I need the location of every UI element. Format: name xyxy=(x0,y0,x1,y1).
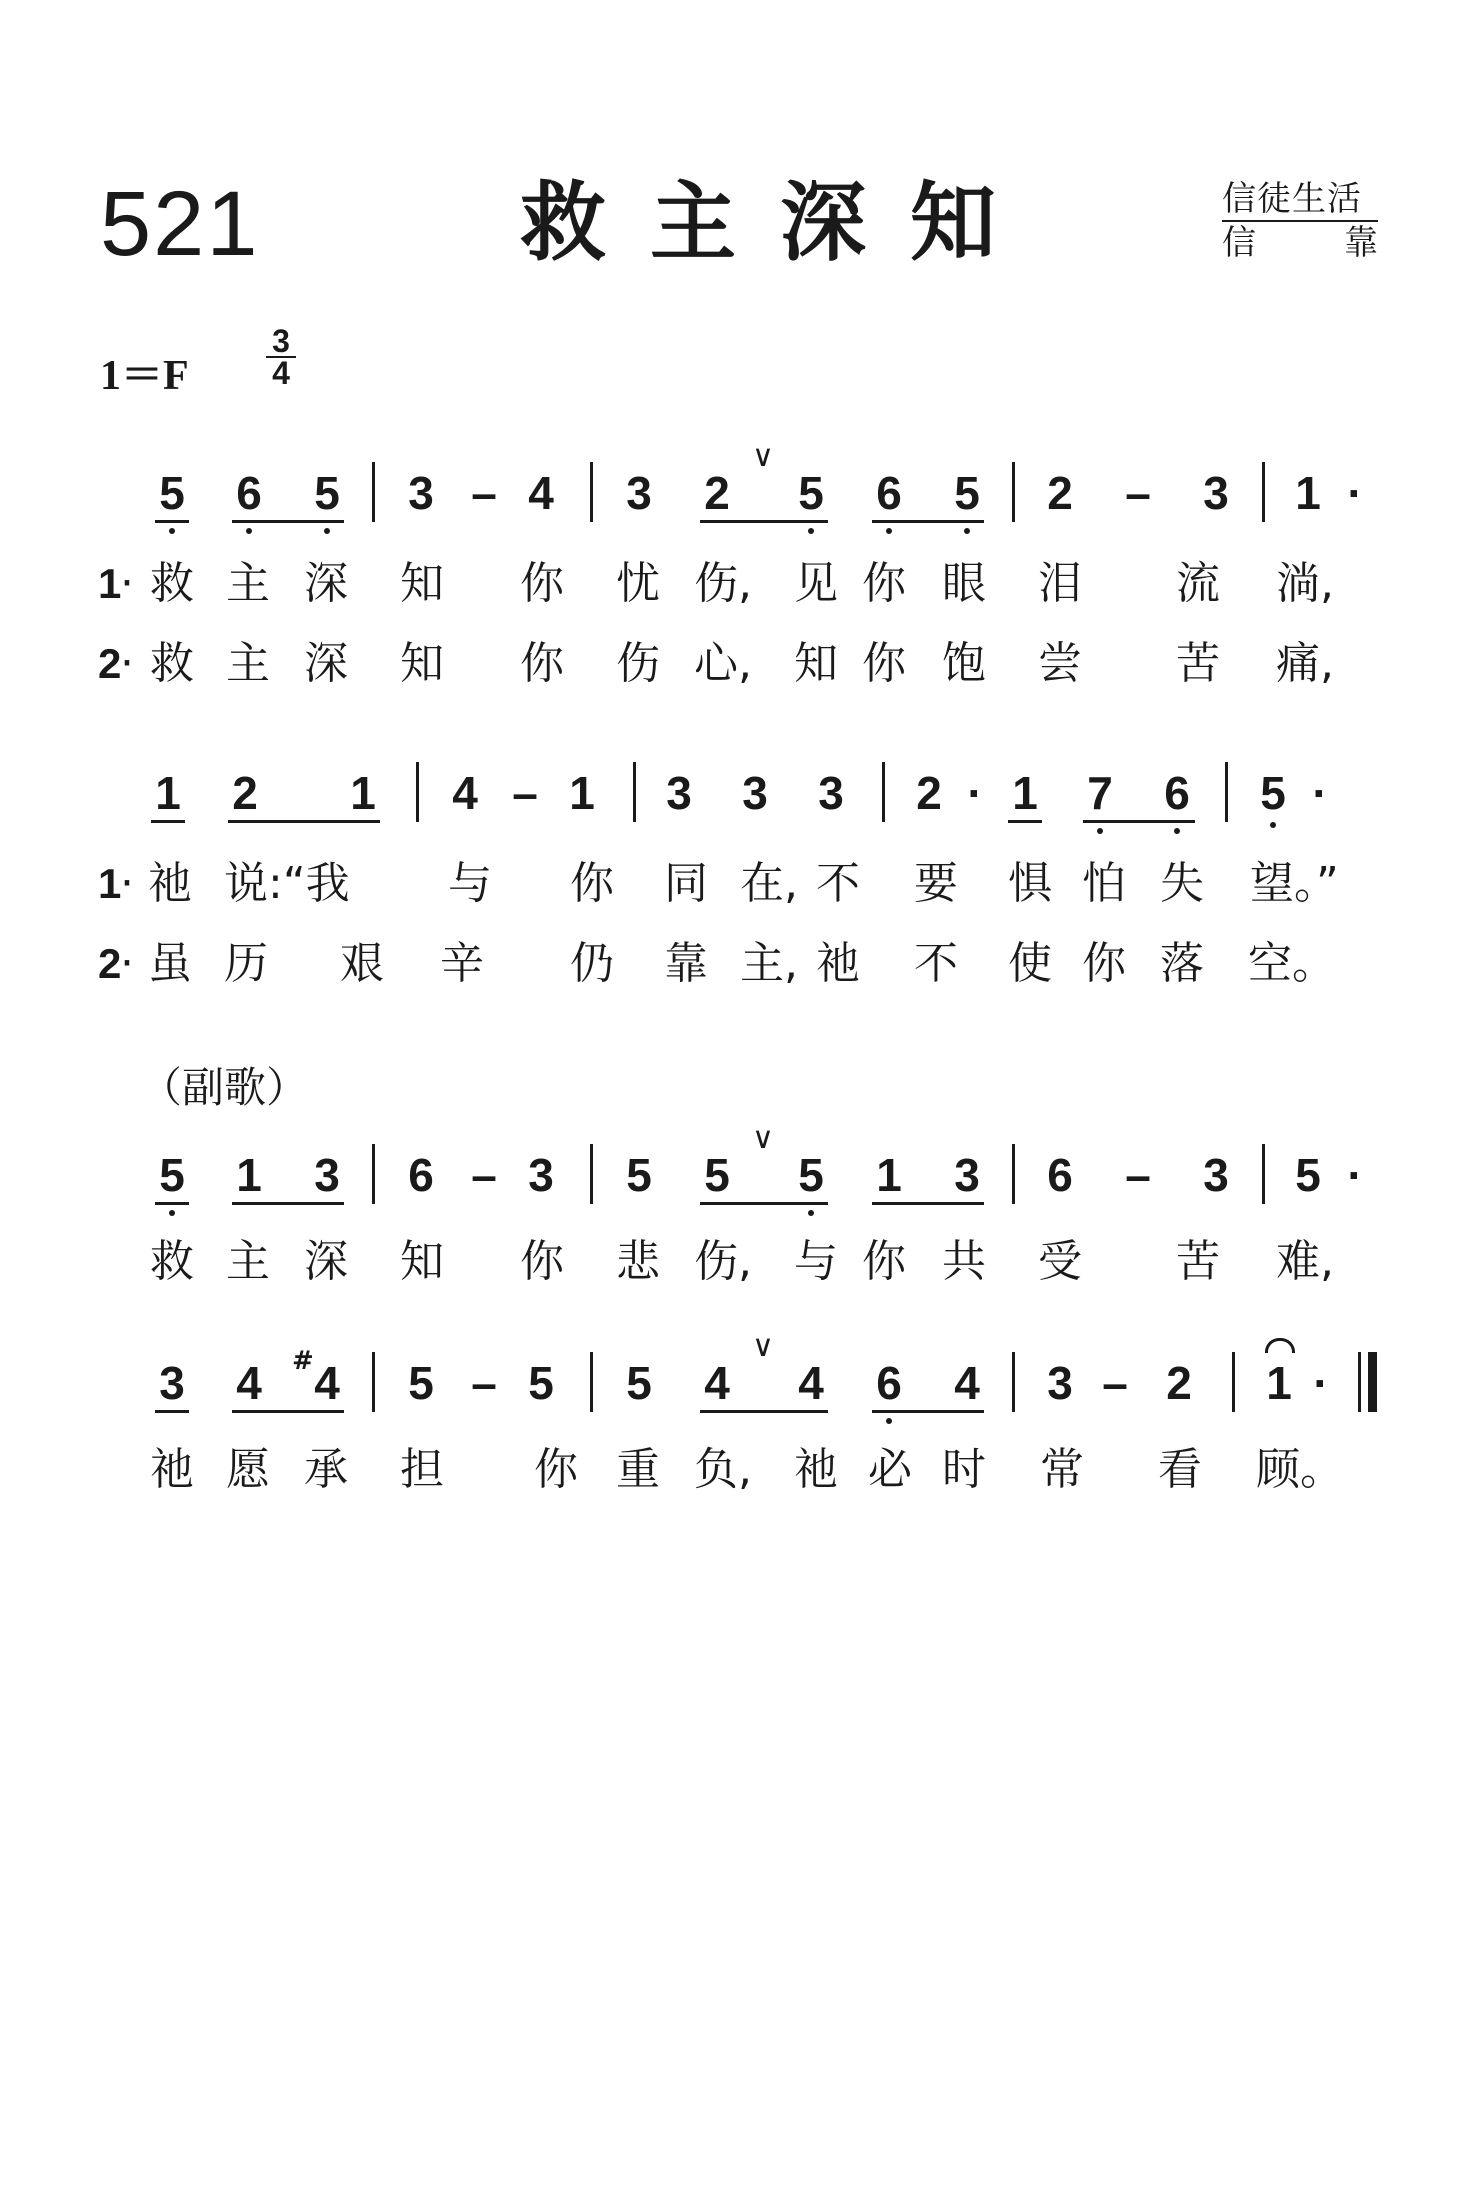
note: 1 xyxy=(1266,1357,1292,1409)
note: 5 xyxy=(626,1149,652,1201)
beam xyxy=(232,1202,344,1205)
note: 5 xyxy=(798,1149,824,1201)
low-octave-dot xyxy=(1097,828,1103,834)
lyric-syllable: 主 xyxy=(226,558,270,609)
system-2-notes xyxy=(0,767,1476,850)
barline xyxy=(1012,462,1015,522)
breath-mark: ∨ xyxy=(752,440,774,473)
note: 3 xyxy=(626,467,652,519)
lyric-syllable: 失 xyxy=(1160,858,1204,909)
lyric-syllable: 不 xyxy=(914,938,958,989)
note: 3 xyxy=(159,1357,185,1409)
lyric-syllable: 知 xyxy=(794,638,838,689)
low-octave-dot xyxy=(886,528,892,534)
time-signature xyxy=(266,323,296,391)
lyric-syllable: 救 xyxy=(150,1236,194,1287)
beam xyxy=(700,1410,828,1413)
note: 6 xyxy=(236,467,262,519)
barline xyxy=(882,762,885,822)
low-octave-dot xyxy=(324,528,330,534)
barline xyxy=(633,762,636,822)
lyric-syllable: 见 xyxy=(794,558,838,609)
lyric-syllable: 落 xyxy=(1160,938,1204,989)
lyric-syllable: 知 xyxy=(400,638,444,689)
lyric-syllable: 受 xyxy=(1038,1236,1082,1287)
final-barline-thick xyxy=(1368,1352,1377,1412)
system-4-lyrics xyxy=(0,1444,1476,1528)
verse-number: 2 xyxy=(98,940,122,987)
lyric-syllable: 苦 xyxy=(1176,1236,1220,1287)
lyric-syllable: 知 xyxy=(400,1236,444,1287)
lyric-syllable: 主 xyxy=(226,1236,270,1287)
beam xyxy=(1008,820,1042,823)
lyric-syllable: 泪 xyxy=(1038,558,1082,609)
lyric-syllable: 难, xyxy=(1276,1236,1334,1287)
barline xyxy=(372,1352,375,1412)
note: 3 xyxy=(1047,1357,1073,1409)
augmentation-dot: · xyxy=(1312,767,1328,819)
note: 2 xyxy=(704,467,730,519)
lyric-syllable: 愿 xyxy=(226,1444,270,1495)
lyric-syllable: 要 xyxy=(914,858,958,909)
lyric-syllable: 负, xyxy=(694,1444,752,1495)
lyric-syllable: 仍 xyxy=(570,938,614,989)
note: 5 xyxy=(954,467,980,519)
system-3-notes xyxy=(0,1122,1476,1232)
lyric-syllable: 同 xyxy=(664,858,708,909)
dash: – xyxy=(471,1357,497,1409)
hymn-title: 救主深知 xyxy=(520,173,1040,273)
lyric-syllable: 重 xyxy=(616,1444,660,1495)
augmentation-dot: · xyxy=(1347,1149,1363,1201)
lyric-syllable: 你 xyxy=(520,1236,564,1287)
note: 3 xyxy=(954,1149,980,1201)
augmentation-dot: · xyxy=(967,767,983,819)
verse-separator: · xyxy=(120,638,134,689)
note: 3 xyxy=(818,767,844,819)
note: 4 xyxy=(452,767,478,819)
lyric-syllable: 不 xyxy=(816,858,860,909)
key-signature: 1＝F xyxy=(100,353,189,399)
lyric-syllable: 苦 xyxy=(1176,638,1220,689)
low-octave-dot xyxy=(1270,822,1276,828)
lyric-syllable: 你 xyxy=(534,1444,578,1495)
lyric-syllable: 承 xyxy=(304,1444,348,1495)
beam xyxy=(151,820,185,823)
note: 5 xyxy=(159,467,185,519)
lyric-syllable: 伤, xyxy=(694,558,752,609)
credit-author-char: 信 xyxy=(1222,223,1256,263)
low-octave-dot xyxy=(964,528,970,534)
lyric-syllable: 祂 xyxy=(794,1444,838,1495)
lyric-syllable: 救 xyxy=(150,638,194,689)
lyric-syllable: 必 xyxy=(868,1444,912,1495)
system-3-lyrics xyxy=(0,1236,1476,1320)
lyric-syllable: 祂 xyxy=(150,1444,194,1495)
note: 3 xyxy=(528,1149,554,1201)
note: 2 xyxy=(916,767,942,819)
lyric-syllable: 担 xyxy=(400,1444,444,1495)
lyric-syllable: 你 xyxy=(520,558,564,609)
verse-number: 1 xyxy=(98,560,122,607)
lyric-syllable: 望。” xyxy=(1250,858,1339,909)
note: 4 xyxy=(528,467,554,519)
beam xyxy=(700,1202,828,1205)
note: 1 xyxy=(350,767,376,819)
beam xyxy=(872,520,984,523)
final-barline xyxy=(1358,1352,1361,1412)
note: 5 xyxy=(528,1357,554,1409)
note: 5 xyxy=(314,467,340,519)
dash: – xyxy=(1125,467,1151,519)
breath-mark: ∨ xyxy=(752,1330,774,1363)
lyric-syllable: 你 xyxy=(862,1236,906,1287)
lyric-syllable: 说:“我 xyxy=(224,858,350,909)
lyric-syllable: 看 xyxy=(1158,1444,1202,1495)
lyric-syllable: 深 xyxy=(304,1236,348,1287)
lyric-syllable: 深 xyxy=(304,558,348,609)
lyric-syllable: 常 xyxy=(1040,1444,1084,1495)
barline xyxy=(590,1144,593,1204)
note: 3 xyxy=(1203,467,1229,519)
lyric-syllable: 饱 xyxy=(942,638,986,689)
beam xyxy=(155,520,189,523)
note: 5 xyxy=(1295,1149,1321,1201)
low-octave-dot xyxy=(246,528,252,534)
credit-author-char: 靠 xyxy=(1344,223,1378,263)
dash: – xyxy=(1102,1357,1128,1409)
note: 1 xyxy=(1012,767,1038,819)
low-octave-dot xyxy=(169,1210,175,1216)
beam xyxy=(872,1202,984,1205)
augmentation-dot: · xyxy=(1347,467,1363,519)
system-1-verse-1 xyxy=(0,558,1476,642)
verse-separator: · xyxy=(120,858,134,909)
barline xyxy=(1225,762,1228,822)
note: 2 xyxy=(1166,1357,1192,1409)
note: 5 xyxy=(1260,767,1286,819)
lyric-syllable: 惧 xyxy=(1008,858,1052,909)
note: 6 xyxy=(408,1149,434,1201)
barline xyxy=(1012,1144,1015,1204)
note: 4 xyxy=(314,1357,340,1409)
lyric-syllable: 你 xyxy=(520,638,564,689)
lyric-syllable: 在, xyxy=(740,858,798,909)
verse-number: 1 xyxy=(98,860,122,907)
lyric-syllable: 与 xyxy=(794,1236,838,1287)
note: 5 xyxy=(704,1149,730,1201)
note: 2 xyxy=(232,767,258,819)
verse-number: 2 xyxy=(98,640,122,687)
augmentation-dot: · xyxy=(1313,1357,1329,1409)
breath-mark: ∨ xyxy=(752,1122,774,1155)
lyric-syllable: 悲 xyxy=(616,1236,660,1287)
lyric-syllable: 深 xyxy=(304,638,348,689)
system-4-notes xyxy=(0,1330,1476,1440)
lyric-syllable: 与 xyxy=(448,858,492,909)
lyric-syllable: 空。 xyxy=(1248,938,1336,989)
lyric-syllable: 使 xyxy=(1008,938,1052,989)
lyric-syllable: 时 xyxy=(942,1444,986,1495)
beam xyxy=(155,1202,189,1205)
note: 3 xyxy=(666,767,692,819)
note: 5 xyxy=(159,1149,185,1201)
barline xyxy=(1012,1352,1015,1412)
beam xyxy=(232,1410,344,1413)
lyric-syllable: 你 xyxy=(862,638,906,689)
lyric-syllable: 伤 xyxy=(616,638,660,689)
note: 4 xyxy=(236,1357,262,1409)
beam xyxy=(228,820,380,823)
barline xyxy=(372,462,375,522)
system-2-verse-1 xyxy=(0,858,1476,942)
note: 5 xyxy=(798,467,824,519)
lyric-syllable: 淌, xyxy=(1276,558,1334,609)
credit-block xyxy=(1222,178,1378,264)
dash: – xyxy=(512,767,538,819)
lyric-syllable: 尝 xyxy=(1038,638,1082,689)
beam xyxy=(232,520,344,523)
low-octave-dot xyxy=(808,528,814,534)
hymn-number: 521 xyxy=(100,173,260,275)
note: 1 xyxy=(569,767,595,819)
system-1-verse-2 xyxy=(0,638,1476,722)
note: 2 xyxy=(1047,467,1073,519)
lyric-syllable: 忧 xyxy=(616,558,660,609)
lyric-syllable: 主, xyxy=(740,938,798,989)
note: 6 xyxy=(1164,767,1190,819)
beam xyxy=(872,1410,984,1413)
note: 3 xyxy=(1203,1149,1229,1201)
barline xyxy=(1232,1352,1235,1412)
lyric-syllable: 辛 xyxy=(440,938,484,989)
low-octave-dot xyxy=(1174,828,1180,834)
note: 1 xyxy=(155,767,181,819)
lyric-syllable: 眼 xyxy=(942,558,986,609)
barline xyxy=(1262,462,1265,522)
note: 6 xyxy=(876,467,902,519)
time-signature-bottom: 4 xyxy=(272,355,290,391)
barline xyxy=(416,762,419,822)
chorus-label: （副歌） xyxy=(140,1063,309,1112)
verse-separator: · xyxy=(120,938,134,989)
note: 1 xyxy=(876,1149,902,1201)
lyric-syllable: 艰 xyxy=(340,938,384,989)
dash: – xyxy=(471,1149,497,1201)
lyric-syllable: 主 xyxy=(226,638,270,689)
lyric-syllable: 怕 xyxy=(1082,858,1126,909)
lyric-syllable: 共 xyxy=(942,1236,986,1287)
note: 6 xyxy=(876,1357,902,1409)
note: 3 xyxy=(408,467,434,519)
lyric-syllable: 伤, xyxy=(694,1236,752,1287)
note: 7 xyxy=(1087,767,1113,819)
note: 3 xyxy=(314,1149,340,1201)
lyric-syllable: 顾。 xyxy=(1256,1444,1344,1495)
lyric-syllable: 痛, xyxy=(1276,638,1334,689)
lyric-syllable: 知 xyxy=(400,558,444,609)
note: 4 xyxy=(954,1357,980,1409)
beam xyxy=(155,1410,189,1413)
system-2-verse-2 xyxy=(0,938,1476,1022)
barline xyxy=(590,1352,593,1412)
lyric-syllable: 祂 xyxy=(816,938,860,989)
lyric-syllable: 你 xyxy=(1082,938,1126,989)
beam xyxy=(1083,820,1195,823)
lyric-syllable: 祂 xyxy=(148,858,192,909)
note: 6 xyxy=(1047,1149,1073,1201)
fermata xyxy=(1265,1338,1295,1353)
time-signature-top: 3 xyxy=(266,326,296,358)
note: 5 xyxy=(408,1357,434,1409)
dash: – xyxy=(471,467,497,519)
sharp-sign: # xyxy=(292,1346,314,1376)
low-octave-dot xyxy=(886,1418,892,1424)
low-octave-dot xyxy=(169,528,175,534)
lyric-syllable: 流 xyxy=(1176,558,1220,609)
low-octave-dot xyxy=(808,1210,814,1216)
note: 1 xyxy=(236,1149,262,1201)
lyric-syllable: 你 xyxy=(862,558,906,609)
lyric-syllable: 历 xyxy=(224,938,268,989)
barline xyxy=(372,1144,375,1204)
lyric-syllable: 心, xyxy=(694,638,752,689)
lyric-syllable: 你 xyxy=(570,858,614,909)
beam xyxy=(700,520,828,523)
barline xyxy=(1262,1144,1265,1204)
dash: – xyxy=(1125,1149,1151,1201)
note: 1 xyxy=(1295,467,1321,519)
note: 3 xyxy=(742,767,768,819)
note: 4 xyxy=(704,1357,730,1409)
system-1-notes xyxy=(0,440,1476,550)
barline xyxy=(590,462,593,522)
credit-source: 信徒生活 xyxy=(1222,178,1378,222)
lyric-syllable: 虽 xyxy=(148,938,192,989)
note: 5 xyxy=(626,1357,652,1409)
credit-author xyxy=(1222,222,1378,264)
note: 4 xyxy=(798,1357,824,1409)
lyric-syllable: 靠 xyxy=(664,938,708,989)
verse-separator: · xyxy=(120,558,134,609)
lyric-syllable: 救 xyxy=(150,558,194,609)
